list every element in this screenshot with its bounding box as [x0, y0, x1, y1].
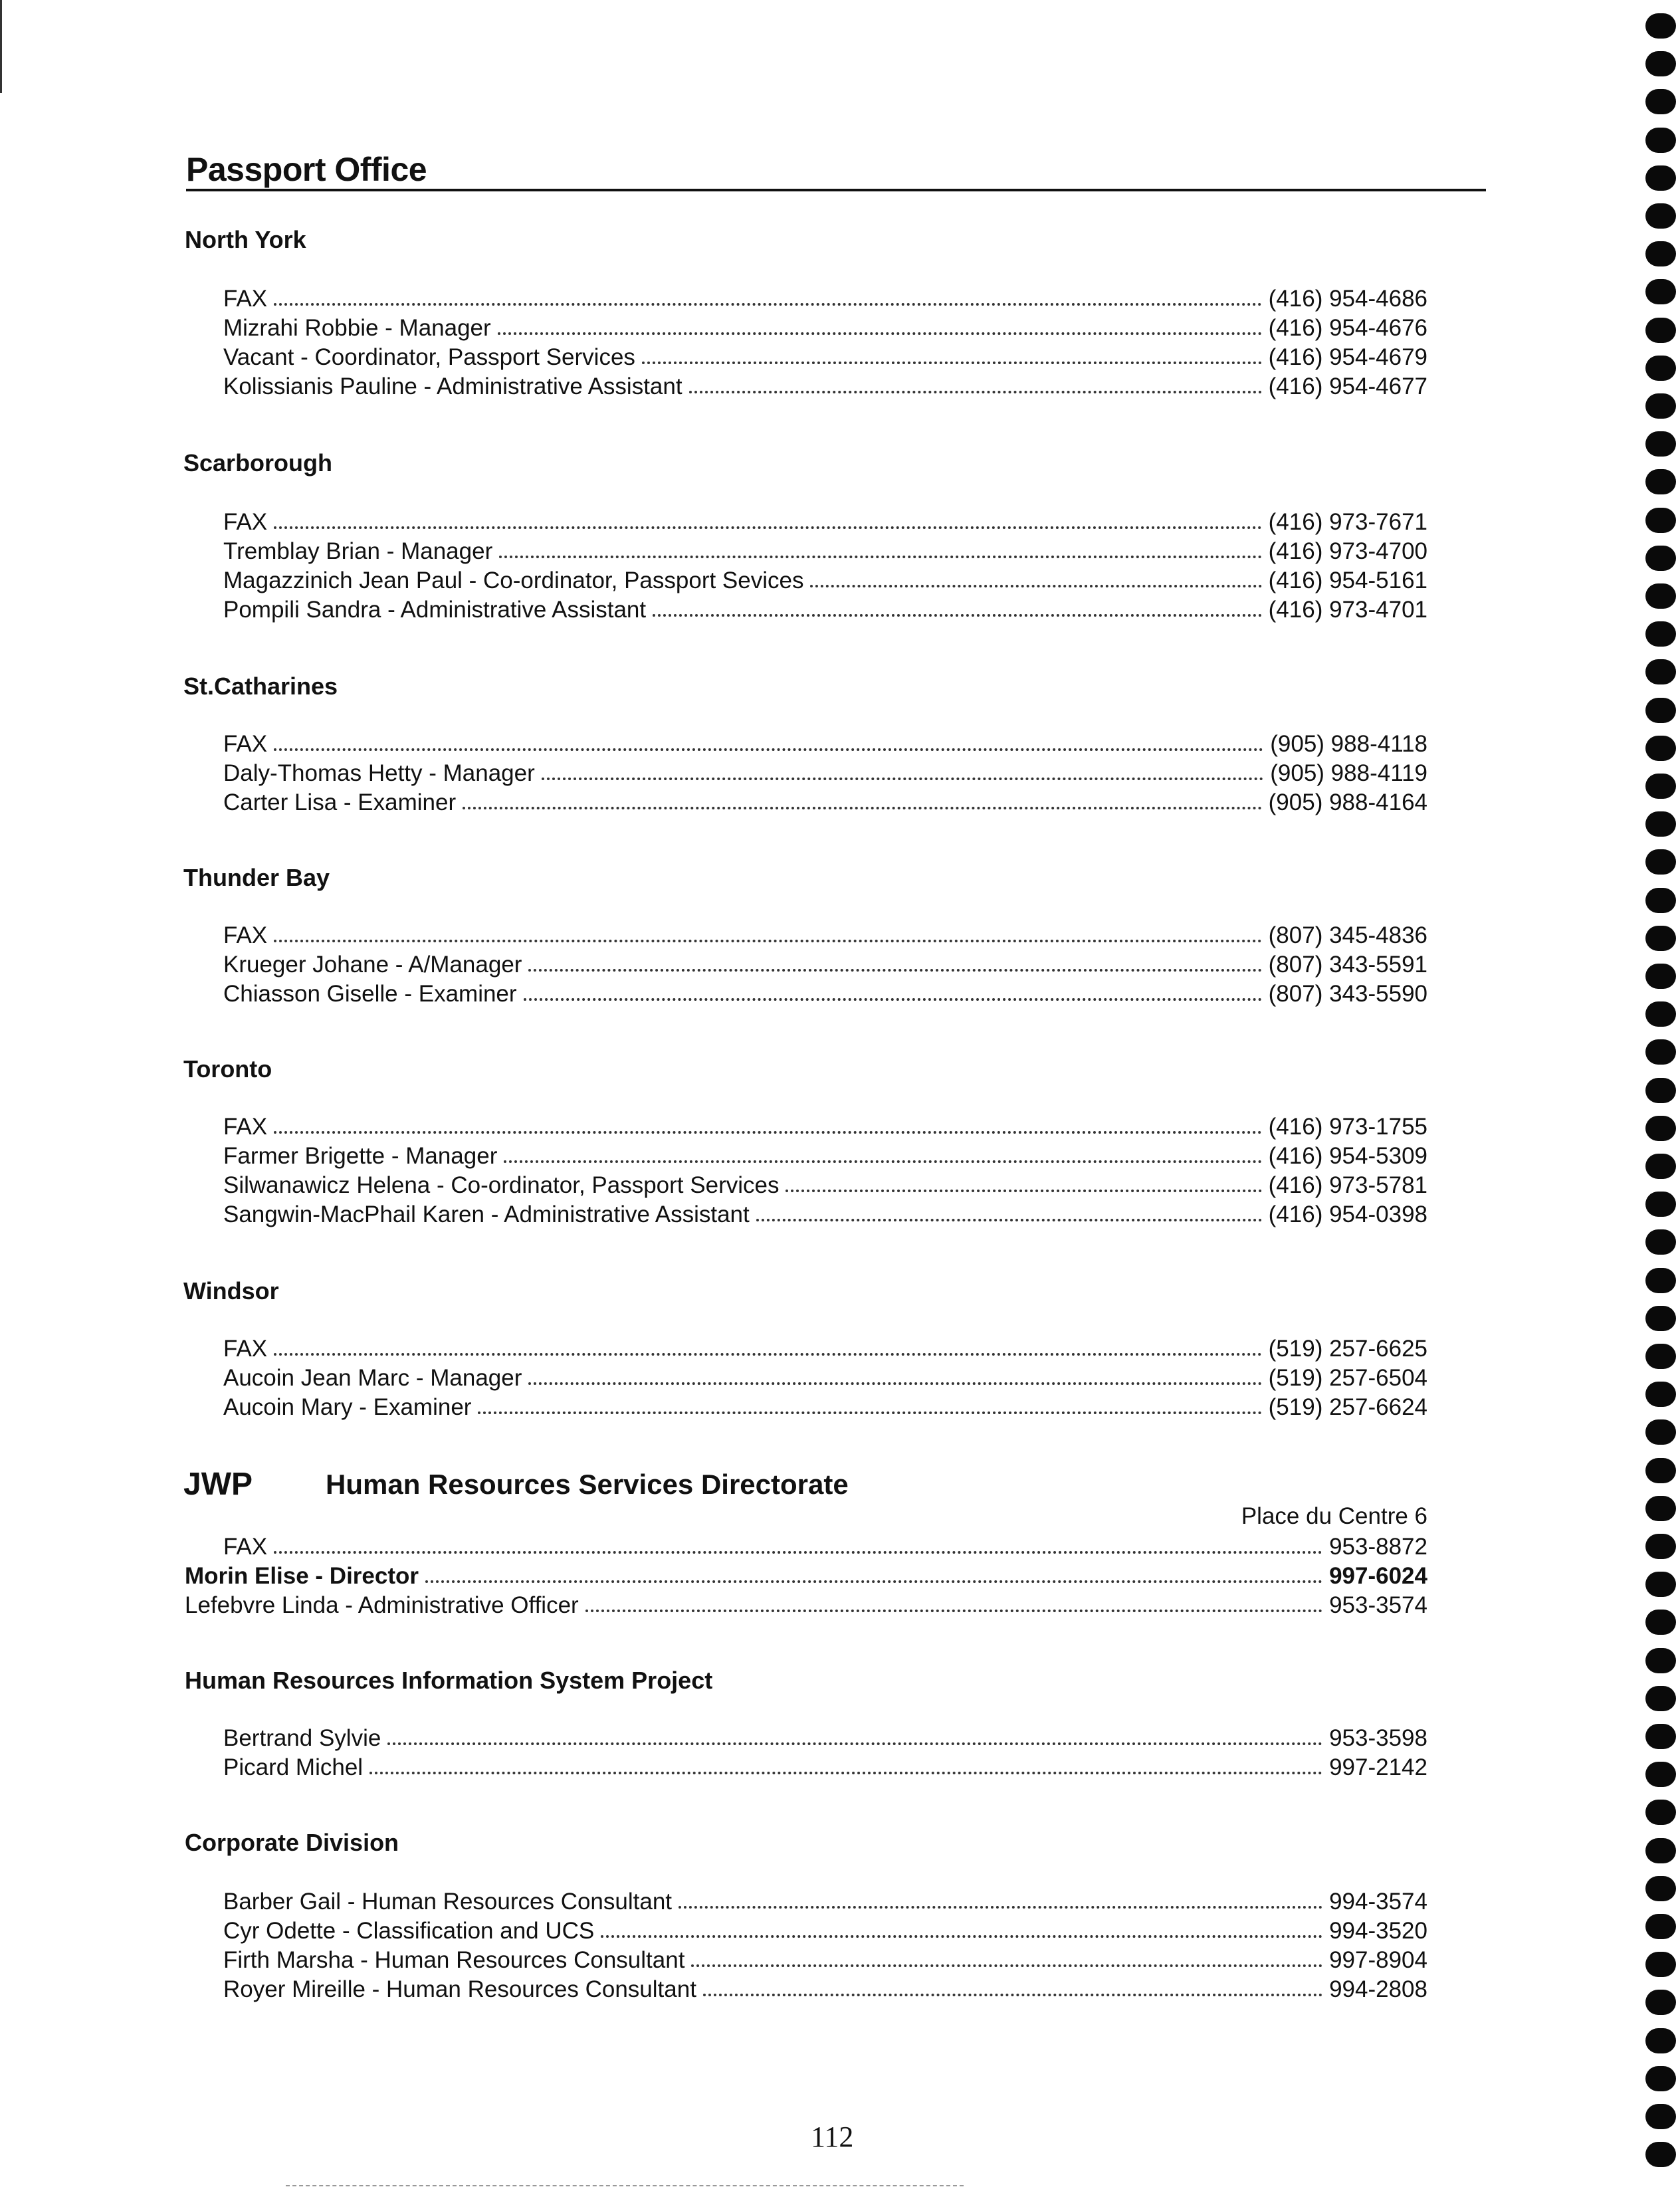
binder-hole: [1645, 2066, 1676, 2091]
binder-hole: [1645, 89, 1676, 114]
section-heading-north-york: North York: [185, 226, 306, 253]
binder-hole: [1645, 774, 1676, 799]
binder-hole: [1645, 736, 1676, 761]
binder-hole: [1645, 279, 1676, 304]
binder-hole: [1645, 1344, 1676, 1369]
list-item: FAX (416) 973-1755: [223, 1114, 1427, 1140]
list-item: Lefebvre Linda - Administrative Officer 953-3574: [185, 1592, 1427, 1618]
dot-leader: [274, 1131, 1262, 1134]
directorate-title: Human Resources Services Directorate: [326, 1469, 849, 1500]
list-item: FAX (519) 257-6625: [223, 1336, 1427, 1362]
list-item: Aucoin Mary - Examiner (519) 257-6624: [223, 1394, 1427, 1420]
binder-hole: [1645, 1192, 1676, 1217]
directorate-location: Place du Centre 6: [1241, 1503, 1427, 1529]
binder-hole: [1645, 51, 1676, 76]
dot-leader: [274, 940, 1262, 942]
bottom-edge-mark: [286, 2185, 964, 2188]
title-underline: [186, 189, 1486, 191]
binder-hole: [1645, 1229, 1676, 1255]
binder-hole: [1645, 1990, 1676, 2015]
binder-hole: [1645, 1952, 1676, 1977]
list-item: Mizrahi Robbie - Manager (416) 954-4676: [223, 315, 1427, 341]
section-heading-thunder-bay: Thunder Bay: [183, 864, 330, 891]
binder-hole: [1645, 241, 1676, 266]
binder-hole: [1645, 1154, 1676, 1179]
binder-hole: [1645, 1268, 1676, 1293]
dot-leader: [369, 1772, 1322, 1774]
binder-hole: [1645, 165, 1676, 191]
dot-leader: [425, 1580, 1322, 1583]
binder-hole: [1645, 393, 1676, 419]
binder-hole: [1645, 356, 1676, 381]
binder-hole: [1645, 698, 1676, 723]
directorate-code: JWP: [183, 1467, 253, 1502]
binder-hole: [1645, 964, 1676, 989]
binder-hole: [1645, 1382, 1676, 1407]
binder-hole: [1645, 2028, 1676, 2053]
binder-hole: [1645, 1648, 1676, 1673]
binder-hole: [1645, 1458, 1676, 1483]
binder-hole: [1645, 583, 1676, 609]
dot-leader: [274, 526, 1262, 529]
dot-leader: [499, 556, 1261, 558]
binder-hole: [1645, 1496, 1676, 1521]
binder-hole: [1645, 1724, 1676, 1749]
binder-hole: [1645, 1876, 1676, 1901]
binder-hole: [1645, 318, 1676, 343]
binder-hole: [1645, 2104, 1676, 2129]
binder-hole: [1645, 546, 1676, 571]
dot-leader: [274, 748, 1263, 751]
binder-hole: [1645, 1001, 1676, 1027]
list-item: FAX (416) 954-4686: [223, 286, 1427, 312]
list-item: Tremblay Brian - Manager (416) 973-4700: [223, 538, 1427, 564]
binder-hole: [1645, 811, 1676, 837]
binder-hole: [1645, 128, 1676, 153]
binder-hole: [1645, 1078, 1676, 1103]
list-item: FAX (416) 973-7671: [223, 509, 1427, 535]
binder-hole: [1645, 1534, 1676, 1559]
binder-hole: [1645, 203, 1676, 229]
dot-leader: [528, 969, 1261, 972]
binder-hole: [1645, 2142, 1676, 2167]
list-item: Kolissianis Pauline - Administrative Assistant (416) 954-4677: [223, 373, 1427, 399]
binder-hole: [1645, 1762, 1676, 1787]
list-item: Vacant - Coordinator, Passport Services (416) 954-4679: [223, 344, 1427, 370]
dot-leader: [810, 585, 1261, 587]
dot-leader: [504, 1160, 1261, 1163]
dot-leader: [524, 998, 1262, 1001]
binder-holes: [1645, 13, 1677, 2186]
list-item: Krueger Johane - A/Manager (807) 343-5591: [223, 952, 1427, 978]
page-number: 112: [811, 2121, 854, 2153]
list-item: Chiasson Giselle - Examiner (807) 343-5590: [223, 981, 1427, 1007]
binder-hole: [1645, 1039, 1676, 1065]
binder-hole: [1645, 469, 1676, 494]
binder-hole: [1645, 849, 1676, 875]
section-heading-hris-project: Human Resources Information System Project: [185, 1667, 713, 1694]
dot-leader: [274, 303, 1262, 306]
binder-hole: [1645, 659, 1676, 684]
binder-hole: [1645, 1838, 1676, 1863]
dot-leader: [274, 1353, 1262, 1356]
list-item: FAX 953-8872: [223, 1534, 1427, 1560]
list-item: Aucoin Jean Marc - Manager (519) 257-6504: [223, 1365, 1427, 1391]
list-item: Cyr Odette - Classification and UCS 994-3520: [223, 1918, 1427, 1944]
dot-leader: [478, 1411, 1261, 1414]
dot-leader: [786, 1190, 1261, 1192]
list-item: FAX (807) 345-4836: [223, 922, 1427, 948]
list-item: Picard Michel 997-2142: [223, 1754, 1427, 1780]
list-item: Pompili Sandra - Administrative Assistant (416) 973-4701: [223, 597, 1427, 623]
dot-leader: [601, 1935, 1322, 1938]
dot-leader: [691, 1964, 1322, 1967]
list-item: FAX (905) 988-4118: [223, 731, 1427, 757]
dot-leader: [542, 778, 1263, 780]
list-item: Silwanawicz Helena - Co-ordinator, Passport Services (416) 973-5781: [223, 1172, 1427, 1198]
binder-hole: [1645, 431, 1676, 457]
list-item: Morin Elise - Director 997-6024: [185, 1563, 1427, 1589]
binder-hole: [1645, 1419, 1676, 1445]
dot-leader: [642, 362, 1262, 364]
binder-hole: [1645, 1686, 1676, 1711]
binder-hole: [1645, 1800, 1676, 1825]
dot-leader: [689, 391, 1262, 393]
list-item: Barber Gail - Human Resources Consultant 994-3574: [223, 1889, 1427, 1915]
dot-leader: [679, 1906, 1322, 1909]
binder-hole: [1645, 926, 1676, 951]
binder-hole: [1645, 888, 1676, 913]
section-heading-scarborough: Scarborough: [183, 449, 333, 476]
section-heading-windsor: Windsor: [183, 1277, 279, 1305]
dot-leader: [756, 1219, 1262, 1221]
binder-hole: [1645, 508, 1676, 533]
section-heading-toronto: Toronto: [183, 1055, 272, 1083]
dot-leader: [528, 1382, 1261, 1385]
list-item: Sangwin-MacPhail Karen - Administrative Assistant (416) 954-0398: [223, 1201, 1427, 1227]
section-heading-corporate-division: Corporate Division: [185, 1829, 399, 1856]
dot-leader: [274, 1551, 1322, 1554]
dot-leader: [498, 332, 1262, 335]
binder-hole: [1645, 1306, 1676, 1331]
dot-leader: [653, 614, 1262, 617]
dot-leader: [585, 1610, 1322, 1612]
binder-hole: [1645, 1572, 1676, 1597]
dot-leader: [703, 1994, 1322, 1996]
section-heading-st-catharines: St.Catharines: [183, 673, 338, 700]
binder-hole: [1645, 621, 1676, 647]
binder-hole: [1645, 13, 1676, 39]
dot-leader: [387, 1742, 1322, 1745]
binder-hole: [1645, 1914, 1676, 1939]
list-item: Bertrand Sylvie 953-3598: [223, 1725, 1427, 1751]
list-item: Magazzinich Jean Paul - Co-ordinator, Passport Sevices (416) 954-5161: [223, 568, 1427, 593]
list-item: Firth Marsha - Human Resources Consultant 997-8904: [223, 1947, 1427, 1973]
page-edge-mark: [0, 0, 2, 93]
binder-hole: [1645, 1610, 1676, 1635]
binder-hole: [1645, 1116, 1676, 1141]
dot-leader: [463, 807, 1262, 809]
page-title: Passport Office: [186, 151, 427, 188]
list-item: Carter Lisa - Examiner (905) 988-4164: [223, 789, 1427, 815]
list-item: Daly-Thomas Hetty - Manager (905) 988-4119: [223, 760, 1427, 786]
list-item: Royer Mireille - Human Resources Consultant 994-2808: [223, 1976, 1427, 2002]
list-item: Farmer Brigette - Manager (416) 954-5309: [223, 1143, 1427, 1169]
